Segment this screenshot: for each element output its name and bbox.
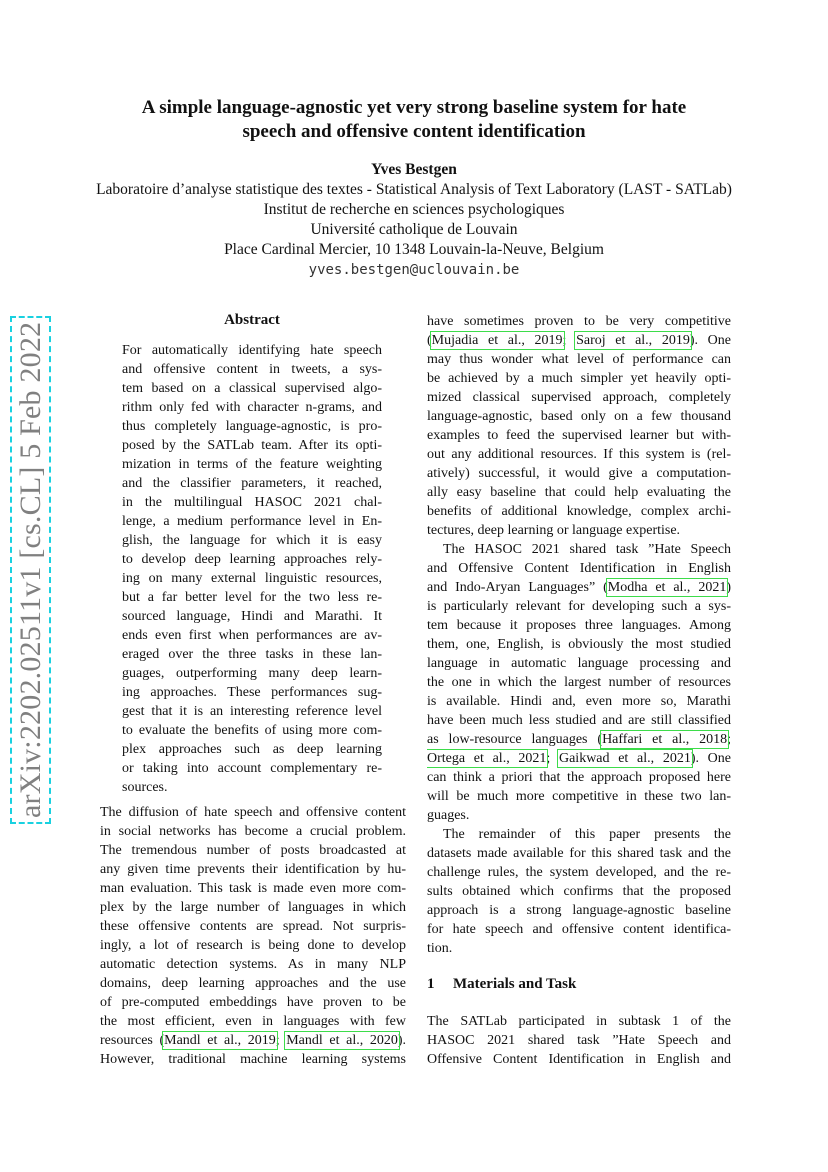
line-fragment: (: [427, 333, 432, 348]
text-line: tectures, deep learning or language expertise.: [427, 523, 681, 538]
section-1-body: [427, 1012, 731, 1069]
text-line: is particularly relevant for developing such a sys-: [427, 599, 731, 614]
text-line: challenge rules, the system developed, and the re-: [427, 865, 731, 880]
text-line: plex by the large number of languages in which: [100, 900, 406, 915]
text-line: rithm only fed with character n-grams, and: [122, 400, 382, 415]
text-line: eraged over the three tasks in these lan-: [122, 647, 382, 662]
affiliation-line: Place Cardinal Mercier, 10 1348 Louvain-la-Neuve, Belgium: [224, 241, 604, 258]
line-fragment: ): [726, 580, 731, 595]
text-line: ing approaches. These performances sug-: [122, 685, 382, 700]
text-line: the one in which the largest number of resources: [427, 675, 731, 690]
text-line: thus completely language-agnostic, is pro-: [122, 419, 382, 434]
arxiv-id-link[interactable]: arXiv:2202.02511v1 [cs.CL] 5 Feb 2022: [14, 321, 47, 818]
text-line: language-agnostic, based only on a few thousand: [427, 409, 731, 424]
text-line: or taking into account complementary re-: [122, 761, 382, 776]
text-line: The tremendous number of posts broadcasted at: [100, 843, 406, 858]
text-line: datasets made available for this shared task and the: [427, 846, 731, 861]
author-name: Yves Bestgen: [371, 161, 457, 178]
text-line: The SATLab participated in subtask 1 of the: [427, 1014, 731, 1029]
text-line: be achieved by a much simpler yet heavily opti-: [427, 371, 731, 386]
citation-link[interactable]: Modha et al., 2021: [607, 580, 727, 595]
text-line: sourced language, Hindi and Marathi. It: [122, 609, 382, 624]
text-line: ing on many external linguistic resources,: [122, 571, 382, 586]
intro-left-column: [100, 803, 406, 1069]
abstract-heading: Abstract: [224, 312, 280, 328]
section-heading: [427, 974, 731, 994]
text-line: The HASOC 2021 shared task ”Hate Speech: [443, 542, 731, 557]
text-line: man evaluation. This task is made even more com-: [100, 881, 406, 896]
intro-right-paragraph-3: [427, 825, 731, 958]
text-line: in social networks has become a crucial problem.: [100, 824, 406, 839]
text-line: domains, deep learning approaches and the use: [100, 976, 406, 991]
text-line: will be much more competitive in these two lan-: [427, 789, 731, 804]
text-line: However, traditional machine learning systems: [100, 1052, 406, 1067]
text-line: and offensive content in tweets, a sys-: [122, 362, 382, 377]
text-line: sources.: [122, 780, 168, 795]
citation-line: [427, 749, 731, 768]
text-line: and the classifier parameters, it reached,: [122, 476, 382, 491]
section-title: Materials and Task: [453, 976, 577, 992]
citation-link[interactable]: Gaikwad et al., 2021: [558, 751, 691, 766]
text-line: may thus wonder what level of performance can: [427, 352, 731, 367]
title-line: speech and offensive content identification: [242, 121, 586, 142]
text-line: mization in terms of the feature weighting: [122, 457, 382, 472]
affiliation-line: Université catholique de Louvain: [310, 221, 518, 238]
text-line: plex approaches such as deep learning: [122, 742, 382, 757]
text-line: the most efficient, even in languages with few: [100, 1014, 406, 1029]
text-line: HASOC 2021 shared task ”Hate Speech and: [427, 1033, 731, 1048]
text-line: to develop deep learning approaches rely-: [122, 552, 382, 567]
line-fragment: ;: [727, 732, 731, 747]
line-fragment: ;: [275, 1033, 287, 1048]
text-line: ends even first when performances are av-: [122, 628, 382, 643]
text-line: in the multilingual HASOC 2021 chal-: [122, 495, 382, 510]
text-line: out any additional resources. If this system is (rel-: [427, 447, 731, 462]
text-line: lenge, a medium performance level in En-: [122, 514, 382, 529]
affiliation-line: Institut de recherche en sciences psychologiques: [263, 201, 565, 218]
text-line: tem because it proposes three languages. Among: [427, 618, 731, 633]
text-line: mized classical supervised approach, completely: [427, 390, 731, 405]
citation-line: [427, 578, 731, 597]
text-line: approach is a strong language-agnostic baseline: [427, 903, 731, 918]
text-line: for hate speech and offensive content identifica-: [427, 922, 731, 937]
text-line: glish, the language for which it is easy: [122, 533, 382, 548]
text-line: to evaluate the benefits of using more com-: [122, 723, 382, 738]
text-line: have been much less studied and are still classified: [427, 713, 731, 728]
text-line: is available. Hindi and, even more so, Marathi: [427, 694, 731, 709]
text-line: any given time prevents their identification by hu-: [100, 862, 406, 877]
citation-link[interactable]: Ortega et al., 2021: [427, 751, 547, 766]
line-fragment: and Indo-Aryan Languages” (: [427, 580, 608, 595]
title-line: A simple language-agnostic yet very strong baseline system for hate: [141, 97, 687, 118]
citation-link[interactable]: Mujadia et al., 2019: [431, 333, 563, 348]
text-line: these offensive contents are spread. Not surpris-: [100, 919, 406, 934]
affiliation: [0, 180, 828, 280]
text-line: atively) successful, it would give a computation-: [427, 466, 731, 481]
text-line: have sometimes proven to be very competitive: [427, 314, 731, 329]
text-line: them, one, English, is obviously the most studied: [427, 637, 731, 652]
section-number: 1: [427, 976, 435, 992]
citation-line: [427, 331, 731, 350]
text-line: of pre-computed embeddings have proven to be: [100, 995, 406, 1010]
text-line: The diffusion of hate speech and offensive content: [100, 805, 406, 820]
text-line: posed by the SATLab team. After its opti-: [122, 438, 382, 453]
line-fragment: resources (: [100, 1033, 165, 1048]
text-line: The remainder of this paper presents the: [443, 827, 731, 842]
citation-link[interactable]: Mandl et al., 2020: [286, 1033, 398, 1048]
text-line: sults obtained which confirms that the proposed: [427, 884, 731, 899]
text-line: tem based on a classical supervised algo-: [122, 381, 382, 396]
text-line: guages.: [427, 808, 470, 823]
arxiv-stamp[interactable]: [14, 320, 48, 820]
abstract-body: [122, 341, 382, 797]
citation-link[interactable]: Haffari et al., 2018: [602, 732, 728, 747]
text-line: benefits of additional knowledge, complex archi-: [427, 504, 731, 519]
text-line: and Offensive Content Identification in English: [427, 561, 731, 576]
text-line: For automatically identifying hate speech: [122, 343, 382, 358]
text-line: automatic detection systems. As in many NLP: [100, 957, 406, 972]
citation-link[interactable]: Saroj et al., 2019: [576, 333, 690, 348]
citation-line: [100, 1031, 406, 1050]
affiliation-line: Laboratoire d’analyse statistique des textes - Statistical Analysis of Text Laboratory (LAST - SATLab): [96, 181, 732, 198]
text-line: but a far better level for the two less re-: [122, 590, 382, 605]
text-line: tion.: [427, 941, 453, 956]
citation-link[interactable]: Mandl et al., 2019: [164, 1033, 276, 1048]
line-fragment: ). One: [689, 333, 731, 348]
text-line: gest that it is an interesting reference level: [122, 704, 382, 719]
author-email[interactable]: yves.bestgen@uclouvain.be: [308, 262, 520, 278]
text-line: ally easy baseline that could help evaluating the: [427, 485, 731, 500]
citation-line: [427, 730, 731, 749]
text-line: can think a priori that the approach proposed here: [427, 770, 731, 785]
text-line: Offensive Content Identification in English and: [427, 1052, 731, 1067]
text-line: guages, outperforming many deep learn-: [122, 666, 382, 681]
line-fragment: as low-resource languages (: [427, 732, 603, 747]
line-fragment: ;: [546, 751, 559, 766]
line-fragment: ;: [562, 333, 577, 348]
text-line: language in automatic language processing and: [427, 656, 731, 671]
text-line: ingly, a lot of research is being done to develop: [100, 938, 406, 953]
line-fragment: ).: [397, 1033, 406, 1048]
text-line: examples to feed the supervised learner but with-: [427, 428, 731, 443]
intro-right-paragraph-1: [427, 312, 731, 540]
line-fragment: ). One: [690, 751, 731, 766]
intro-right-paragraph-2: [427, 540, 731, 825]
paper-title: [100, 96, 728, 144]
